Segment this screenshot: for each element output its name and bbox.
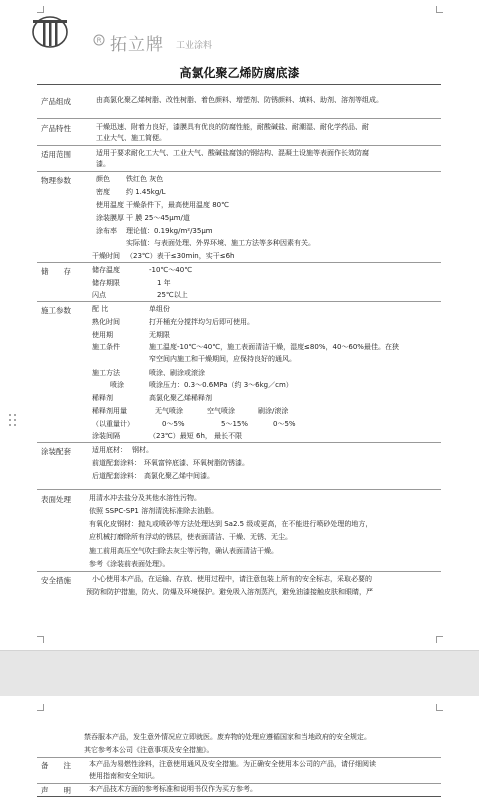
dilution-header: 无气喷涂 xyxy=(155,407,183,415)
scope-line-2: 漆。 xyxy=(96,160,110,168)
physical-key: 涂装膜厚 xyxy=(96,214,124,222)
dilution-header: 空气喷涂 xyxy=(207,407,235,415)
condition-line-1: 施工温度-10℃～40℃，施工表面清洁干燥，湿度≤80%，40～60%最佳。在狭 xyxy=(149,343,399,351)
section-divider xyxy=(37,262,441,263)
document-title: 高氯化聚乙烯防腐底漆 xyxy=(179,66,300,80)
construction-label: 施工参数 xyxy=(41,306,71,315)
storage-key: 储存温度 xyxy=(92,266,120,274)
section-divider xyxy=(37,757,441,758)
section-divider xyxy=(37,571,441,572)
storage-value: 25℃以上 xyxy=(157,291,188,299)
storage-key: 储存期限 xyxy=(92,279,120,287)
dilution-value: 0～5% xyxy=(162,420,185,428)
storage-label: 储 存 xyxy=(41,267,71,276)
physical-value: 铁红色 灰色 xyxy=(126,175,164,183)
coating-key: 后道配套涂料： xyxy=(92,472,141,480)
bottom-rule xyxy=(37,796,441,797)
page-break-gap xyxy=(0,650,479,697)
coating-key: 前道配套涂料： xyxy=(92,459,141,467)
physical-key: 密度 xyxy=(96,188,110,196)
storage-key: 闪点 xyxy=(92,291,106,299)
mix-label: 熟化时间 xyxy=(92,318,120,326)
section-divider xyxy=(37,489,441,490)
surface-line: 有氧化皮钢材：抛丸或喷砂等方法处理达到 Sa2.5 级或更高，在不能进行喷砂处理的地方， xyxy=(89,520,373,528)
safety-cont-line: 禁吞服本产品，发生意外情况应立即就医。废弃物的处理应遵循国家和当地政府的安全规定。 xyxy=(84,733,371,741)
safety-cont-line: 其它参考本公司《注意事项及安全措施》。 xyxy=(84,746,214,754)
coating-key: 适用底材： xyxy=(92,446,127,454)
page-corner-mark xyxy=(37,704,44,711)
composition-text: 由高氯化聚乙烯树脂、改性树脂、着色颜料、增塑剂、防锈颜料、填料、助剂、溶剂等组成。 xyxy=(96,96,383,104)
remarks-line: 使用指南和安全知识。 xyxy=(89,772,159,780)
coating-value: 高氯化聚乙烯中间漆。 xyxy=(144,472,214,480)
surface-line: 用清水冲去盐分及其他水溶性污物。 xyxy=(89,494,201,502)
registered-mark-icon xyxy=(93,34,105,46)
page-corner-mark xyxy=(436,636,443,643)
features-line-2: 工业大气、施工简便。 xyxy=(96,134,166,142)
statement-label: 声 明 xyxy=(41,786,71,795)
method-label: 施工方法 xyxy=(92,369,120,377)
spray-label: 喷涂 xyxy=(110,381,124,389)
page-corner-mark xyxy=(436,6,443,13)
interval-value: （23℃）最短 6h， 最长不限 xyxy=(149,432,243,440)
scope-label: 适用范围 xyxy=(41,150,71,159)
ratio-label: 配 比 xyxy=(92,305,109,313)
surface-label: 表面处理 xyxy=(41,495,71,504)
coating-value: 钢材。 xyxy=(132,446,153,454)
scope-line-1: 适用于要求耐化工大气、工业大气、酸碱盐腐蚀的钢结构、混凝土设施等表面作长效防腐 xyxy=(96,149,369,157)
surface-line: 应机械打磨除所有浮动的锈层，使表面清洁、干燥、无锈、无尘。 xyxy=(89,533,292,541)
surface-line: 参考《涂装前表面处理》。 xyxy=(89,560,170,568)
section-divider xyxy=(37,301,441,302)
physical-value: 理论值：0.19kg/m²/35μm xyxy=(126,227,213,235)
dilution-value: 5～15% xyxy=(221,420,249,428)
surface-line: 依照 SSPC-SP1 溶剂清洗标准除去油脂。 xyxy=(89,507,219,515)
physical-key: 颜色 xyxy=(96,175,110,183)
physical-value: 干 膜 25～45μm/道 xyxy=(126,214,190,222)
statement-text: 本产品技术方面的参考标准和说明书仅作为买方参考。 xyxy=(89,785,257,793)
storage-value: 1 年 xyxy=(157,279,171,287)
section-divider xyxy=(37,145,441,146)
top-rule xyxy=(37,84,441,85)
physical-value: 干燥条件下，最高使用温度 80℃ xyxy=(126,201,229,209)
physical-key: 使用温度 xyxy=(96,201,124,209)
company-logo-icon xyxy=(30,14,70,50)
features-line-1: 干燥迅速、附着力良好，漆膜具有优良的防腐性能，耐酸碱盐、耐潮湿、耐化学药品、耐 xyxy=(96,123,369,131)
condition-label: 施工条件 xyxy=(92,343,120,351)
drag-handle-icon[interactable] xyxy=(9,414,19,428)
composition-label: 产品组成 xyxy=(41,97,71,106)
coating-label: 涂装配套 xyxy=(41,447,71,456)
coating-value: 环氧富锌底漆、环氧树脂防锈漆。 xyxy=(144,459,249,467)
pot-life-label: 使用期 xyxy=(92,331,113,339)
condition-line-2: 窄空间内施工和干燥期间，应保持良好的通风。 xyxy=(149,355,296,363)
brand-name: 拓立牌 xyxy=(110,35,164,55)
physical-value: 实际值：与表面处理、外界环境、施工方法等多种因素有关。 xyxy=(126,239,315,247)
page-corner-mark xyxy=(436,704,443,711)
section-divider xyxy=(37,442,441,443)
section-divider xyxy=(37,171,441,172)
page-corner-mark xyxy=(37,636,44,643)
features-label: 产品特性 xyxy=(41,124,71,133)
method-value: 喷涂、刷涂或滚涂 xyxy=(149,369,205,377)
safety-label: 安全措施 xyxy=(41,576,71,585)
svg-text:R: R xyxy=(96,36,102,45)
remarks-label: 备 注 xyxy=(41,761,71,770)
dry-time-value: （23℃）表干≤30min，实干≤6h xyxy=(126,252,235,260)
dilution-value: 0～5% xyxy=(273,420,296,428)
ratio-value: 单组份 xyxy=(149,305,170,313)
dilution-unit: （以重量计） xyxy=(92,420,134,428)
safety-line: 预防和防护措施，防火、防爆及环境保护。避免吸入溶剂蒸汽，避免油漆接触皮肤和眼睛，严 xyxy=(86,588,373,596)
physical-label: 物理参数 xyxy=(41,176,71,185)
spray-value: 喷涂压力：0.3～0.6MPa（约 3～6kg／cm） xyxy=(149,381,293,389)
dilution-label: 稀释剂用量 xyxy=(92,407,127,415)
thinner-label: 稀释剂 xyxy=(92,394,113,402)
physical-value: 约 1.45kg/L xyxy=(126,188,166,196)
physical-key: 涂布率 xyxy=(96,227,117,235)
brand-tagline: 工业涂料 xyxy=(176,41,213,51)
document-page-2 xyxy=(0,696,479,809)
section-divider xyxy=(37,118,441,119)
mix-value: 打开桶充分搅拌均匀后即可使用。 xyxy=(149,318,254,326)
pot-life-value: 无期限 xyxy=(149,331,170,339)
dilution-header: 刷涂/滚涂 xyxy=(258,407,289,415)
storage-value: -10℃～40℃ xyxy=(149,266,193,274)
remarks-line: 本产品为易燃性涂料，注意使用通风及安全措施。为正确安全使用本公司的产品，请仔细阅读 xyxy=(89,760,376,768)
page-corner-mark xyxy=(37,6,44,13)
dry-time-label: 干燥时间 xyxy=(92,252,120,260)
safety-line: 小心使用本产品，在运输、存放、使用过程中，请注意包装上所有的安全标志，采取必要的 xyxy=(92,575,372,583)
thinner-value: 高氯化聚乙烯稀释剂 xyxy=(149,394,212,402)
surface-line: 施工前用高压空气吹扫除去灰尘等污物，确认表面清洁干燥。 xyxy=(89,547,278,555)
interval-label: 涂装间隔 xyxy=(92,432,120,440)
